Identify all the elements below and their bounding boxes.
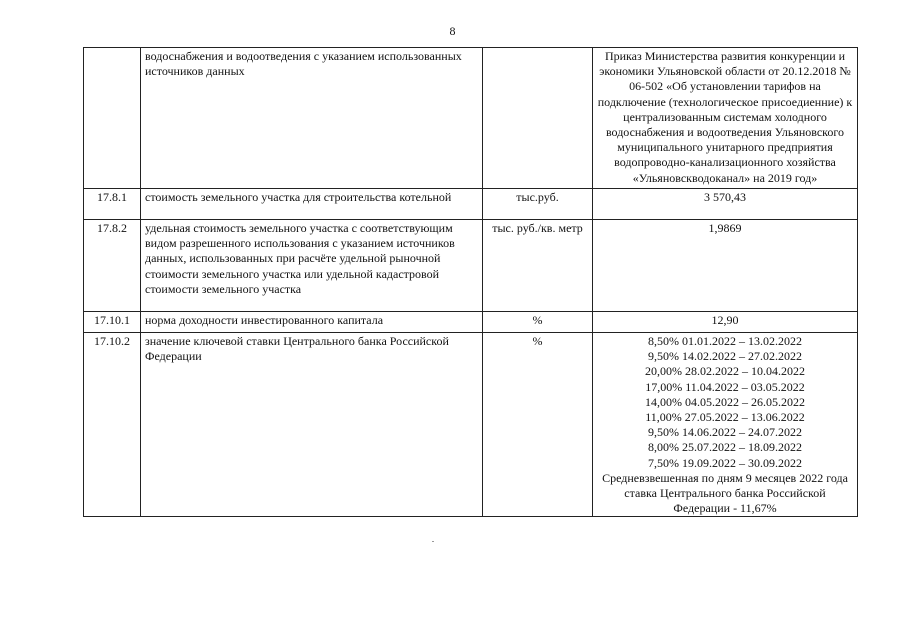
value-line: 8,00% 25.07.2022 – 18.09.2022: [648, 440, 802, 455]
value-line: 11,00% 27.05.2022 – 13.06.2022: [645, 410, 805, 425]
value-cell: [593, 220, 858, 312]
value-line: 12,90: [711, 313, 739, 327]
value-line: 9,50% 14.06.2022 – 24.07.2022: [648, 425, 802, 440]
value-cell: [593, 48, 858, 189]
value-line: 7,50% 19.09.2022 – 30.09.2022: [648, 455, 802, 470]
table-row: [84, 189, 858, 220]
unit-cell: %: [483, 312, 593, 333]
value-line: 17,00% 11.04.2022 – 03.05.2022: [645, 379, 805, 394]
row-number-cell: 17.8.2: [84, 220, 141, 312]
scan-speck: [432, 541, 434, 542]
description-cell: норма доходности инвестированного капитала: [141, 312, 483, 333]
unit-cell: [483, 48, 593, 189]
unit-cell: тыс. руб./кв. метр: [483, 220, 593, 312]
description-cell: удельная стоимость земельного участка с соответствующим видом разрешенного использования с указанием источников данных, использованных при расчёте удельной рыночной стоимости земельного участка или удельной кадастровой стоимости земельного участка: [141, 220, 483, 312]
row-number-cell: 17.8.1: [84, 189, 141, 220]
table-row: [84, 48, 858, 189]
value-line: 9,50% 14.02.2022 – 27.02.2022: [648, 349, 802, 364]
table-row: [84, 333, 858, 517]
description-cell: водоснабжения и водоотведения с указанием использованных источников данных: [141, 48, 483, 189]
value-cell: [593, 333, 858, 517]
table-row: [84, 220, 858, 312]
tariff-parameters-table: [83, 47, 858, 517]
value-cell: [593, 189, 858, 220]
description-cell: стоимость земельного участка для строительства котельной: [141, 189, 483, 220]
row-number-cell: [84, 48, 141, 189]
value-line: Приказ Министерства развития конкуренции и экономики Ульяновской области от 20.12.2018 № 06-502 «Об установлении тарифов на подключение (технологическое присоедиенние) к централизованным системам холодного водоснабжения и водоотведения Ульяновского муниципального унитарного предприятия водопроводно-канализационного хозяйства «Ульяновскводоканал» на 2019 год»: [597, 49, 853, 185]
value-line: Средневзвешенная по дням 9 месяцев 2022 года ставка Центрального банка Российской Федерации - 11,67%: [602, 470, 848, 516]
value-line: 3 570,43: [704, 190, 746, 204]
row-number-cell: 17.10.2: [84, 333, 141, 517]
description-cell: значение ключевой ставки Центрального банка Российской Федерации: [141, 333, 483, 517]
page-number: 8: [449, 24, 456, 38]
value-line: 20,00% 28.02.2022 – 10.04.2022: [645, 364, 805, 379]
table-row: [84, 312, 858, 333]
value-line: 14,00% 04.05.2022 – 26.05.2022: [645, 394, 805, 409]
unit-cell: %: [483, 333, 593, 517]
value-line: 8,50% 01.01.2022 – 13.02.2022: [648, 334, 802, 348]
value-cell: [593, 312, 858, 333]
unit-cell: тыс.руб.: [483, 189, 593, 220]
value-line: 1,9869: [708, 221, 742, 235]
row-number-cell: 17.10.1: [84, 312, 141, 333]
